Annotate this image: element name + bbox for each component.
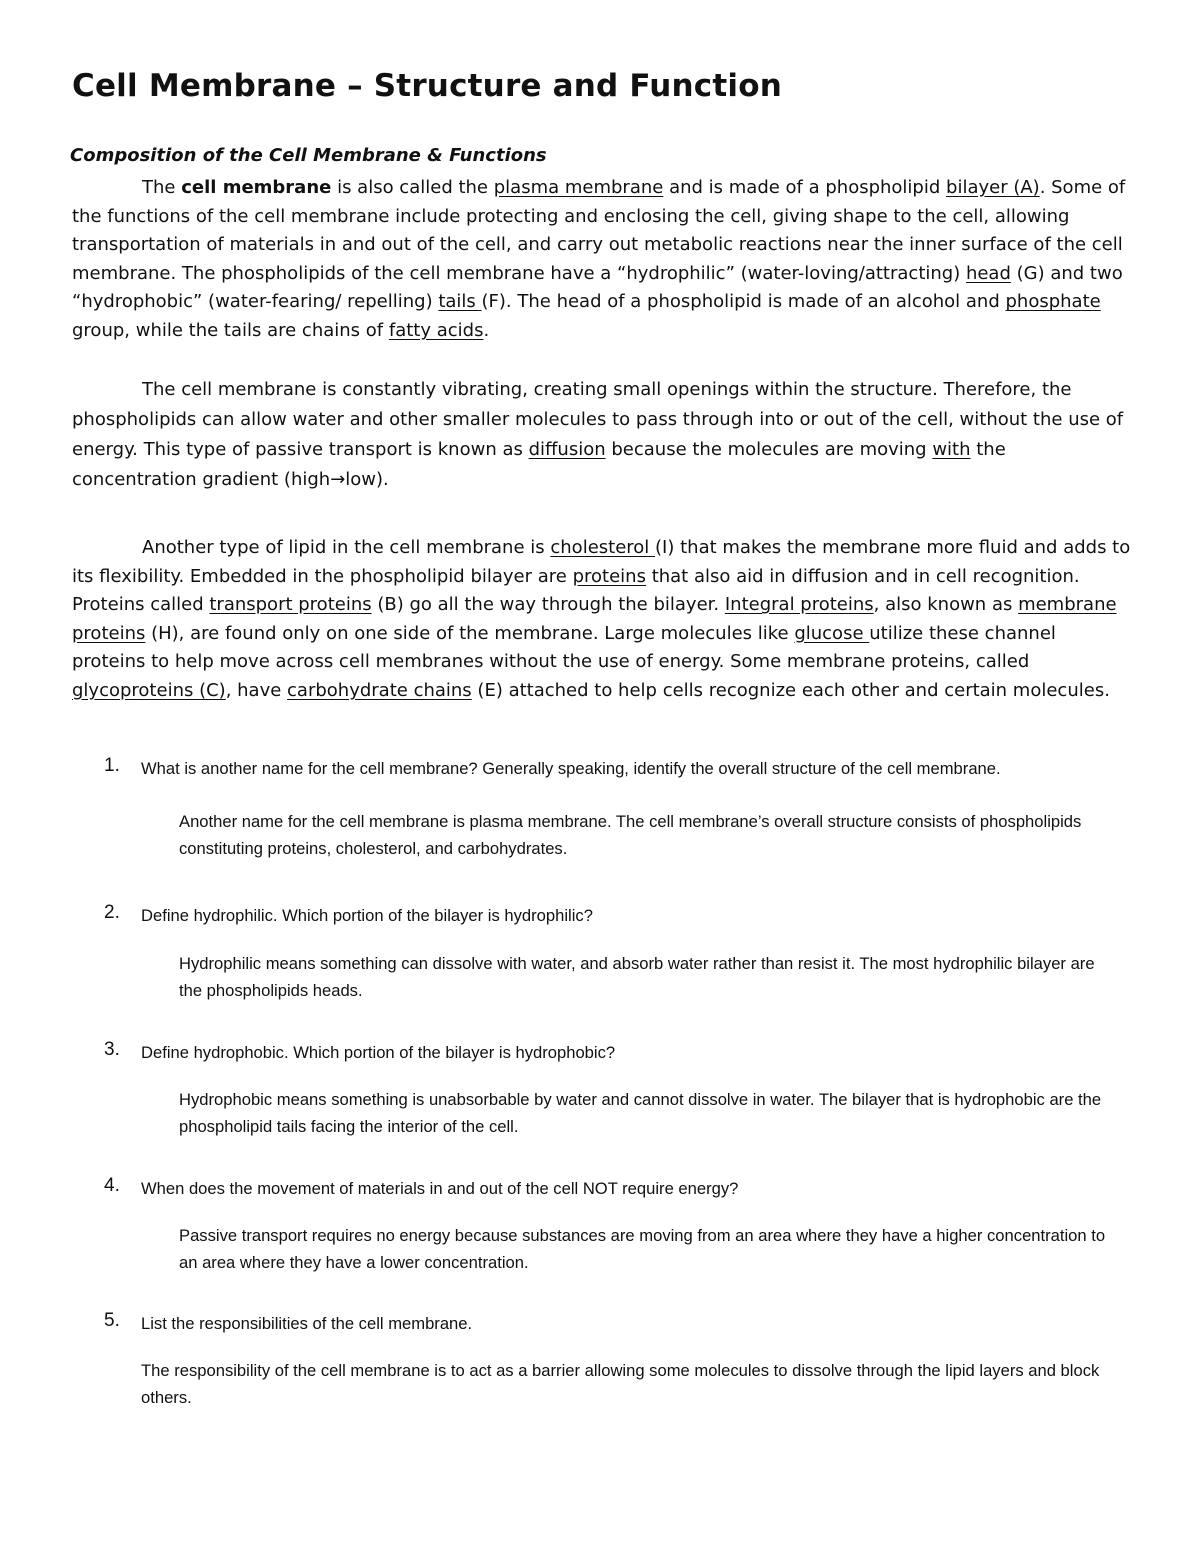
answer-text: Hydrophilic means something can dissolve with water, and absorb water rather than resist it. The most hydrophilic bilayer are the phospholipids heads.	[179, 954, 1095, 1000]
term-cell-membrane: cell membrane	[181, 177, 332, 198]
page-title: Cell Membrane – Structure and Function	[72, 68, 782, 104]
answer-text: The responsibility of the cell membrane is to act as a barrier allowing some molecules to dissolve through the lipid layers and block others.	[141, 1361, 1100, 1407]
term-fatty-acids: fatty acids	[388, 319, 484, 341]
term-head: head	[965, 262, 1011, 284]
answer-text: Another name for the cell membrane is plasma membrane. The cell membrane’s overall structure consists of phospholipids constituting proteins, cholesterol, and carbohydrates.	[179, 812, 1082, 858]
section-heading: Composition of the Cell Membrane & Functions	[70, 145, 547, 166]
question-number: 5.	[104, 1310, 120, 1331]
term-bilayer: bilayer (A)	[946, 177, 1040, 198]
question-text: Define hydrophilic. Which portion of the bilayer is hydrophilic?	[141, 906, 593, 925]
question-text: Define hydrophobic. Which portion of the bilayer is hydrophobic?	[141, 1043, 616, 1062]
question-number: 2.	[104, 902, 120, 923]
question-number: 3.	[104, 1039, 120, 1060]
question-number: 1.	[104, 755, 120, 776]
term-glycoproteins: glycoproteins (C)	[72, 679, 226, 701]
question-number: 4.	[104, 1175, 120, 1196]
paragraph-lipids-proteins: Another type of lipid in the cell membrane is cholesterol (I) that makes the membrane more fluid and adds to its flexibility. Embedded in the phospholipid bilayer are proteins that also aid in diffusion and in cell recognition. Proteins called transport proteins (B) go all the way through the bilayer. Integral proteins, also known as membrane proteins (H), are found only on one side of the membrane. Large molecules like glucose utilize these channel proteins to help move across cell membranes without the use of energy. Some membrane proteins, called glycoproteins (C), have carbohydrate chains (E) attached to help cells recognize each other and certain molecules.	[72, 537, 1131, 701]
term-carbohydrate-chains: carbohydrate chains	[287, 679, 472, 701]
question-text: When does the movement of materials in and out of the cell NOT require energy?	[141, 1179, 739, 1198]
term-proteins: proteins	[572, 565, 646, 587]
term-tails: tails	[438, 291, 482, 313]
answer-text: Hydrophobic means something is unabsorbable by water and cannot dissolve in water. The bilayer that is hydrophobic are the phospholipid tails facing the interior of the cell.	[179, 1090, 1102, 1136]
term-transport-proteins: transport proteins	[209, 594, 372, 616]
term-phosphate: phosphate	[1005, 291, 1101, 313]
answer-text: Passive transport requires no energy because substances are moving from an area where they have a higher concentration to an area where they have a lower concentration.	[179, 1226, 1106, 1272]
paragraph-composition: The cell membrane is also called the plasma membrane and is made of a phospholipid bilayer (A). Some of the functions of the cell membrane include protecting and enclosing the cell, giving shape to the cell, allowing transportation of materials in and out of the cell, and carry out metabolic reactions near the inner surface of the cell membrane. The phospholipids of the cell membrane have a “hydrophilic” (water-loving/attracting) head (G) and two “hydrophobic” (water-fearing/ repelling) tails (F). The head of a phospholipid is made of an alcohol and phosphate group, while the tails are chains of fatty acids.	[72, 177, 1126, 341]
term-integral-proteins: Integral proteins	[724, 594, 874, 616]
term-with: with	[932, 439, 971, 460]
term-cholesterol: cholesterol	[550, 537, 656, 558]
term-membrane-proteins: membrane proteins	[72, 594, 1117, 644]
term-glucose: glucose	[794, 622, 870, 644]
term-plasma-membrane: plasma membrane	[493, 177, 664, 198]
term-diffusion: diffusion	[528, 439, 606, 460]
question-text: What is another name for the cell membrane? Generally speaking, identify the overall structure of the cell membrane.	[141, 759, 1001, 778]
question-text: List the responsibilities of the cell membrane.	[141, 1314, 473, 1333]
paragraph-diffusion: The cell membrane is constantly vibrating, creating small openings within the structure. Therefore, the phospholipids can allow water and other smaller molecules to pass through into or out of the cell, without the use of energy. This type of passive transport is known as diffusion because the molecules are moving with the concentration gradient (high→low).	[72, 379, 1124, 490]
